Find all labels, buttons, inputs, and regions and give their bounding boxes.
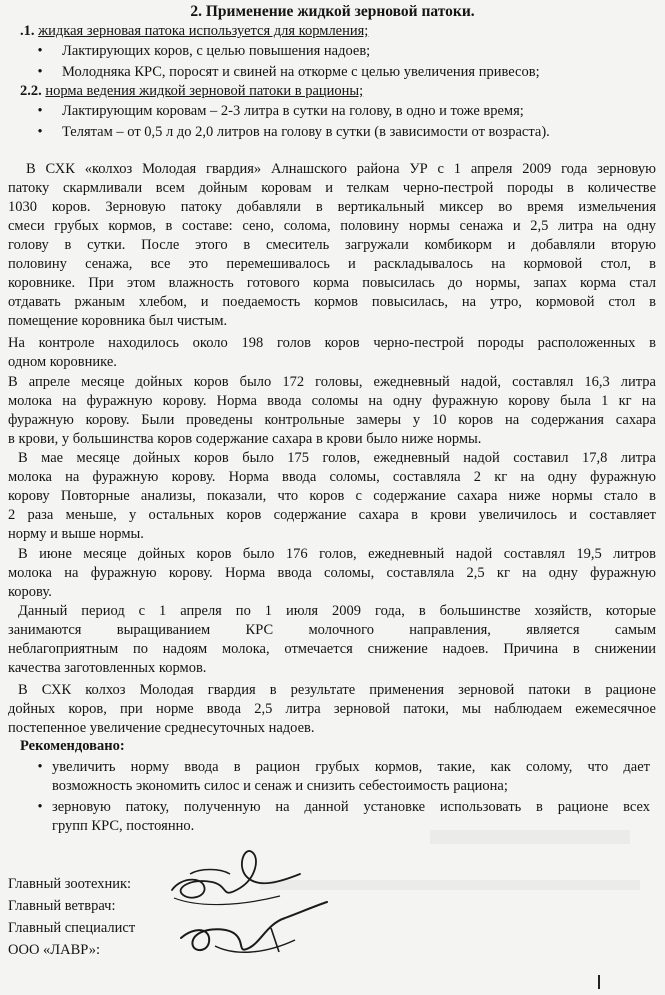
paragraph-7: В СХК колхоз Молодая гвардия в результате применения зерновой патоки в рационе дойных коров, при норме ввода 2,5 литра зерновой патоки, мы наблюдаем ежемесячное постепенное увеличение среднесуточных надоев. xyxy=(8,682,656,736)
section-1-number: .1. xyxy=(20,23,35,39)
bullet-icon: • xyxy=(37,124,43,140)
signature-label: Главный зоотехник: xyxy=(8,876,132,892)
paragraph-2: На контроле находилось около 198 голов коров черно-пестрой породы расположенных в одном коровнике. xyxy=(8,335,656,370)
paragraph-6: Данный период с 1 апреля по 1 июля 2009 года, в большинстве хозяйств, которые занимаются выращиванием КРС молочного направления, является самым неблагоприятным по надоям молока, отмечается снижение надоев. Причина в снижении качества заготовленных кормов. xyxy=(8,603,656,676)
signature-label: ООО «ЛАВР»: xyxy=(8,942,100,958)
bullet-icon: • xyxy=(37,799,43,815)
bullet-icon: • xyxy=(37,43,43,59)
handwritten-signature-2 xyxy=(175,898,335,968)
scan-artifact xyxy=(260,880,640,890)
scan-mark xyxy=(598,975,608,989)
bullet-icon: • xyxy=(37,64,43,80)
document-page: 2. Применение жидкой зерновой патоки. .1. жидкая зерновая патока используется для кормления; • Лактирующих коров, с целью повышения надоев; • Молодняка КРС, поросят и свиней на откорме с целью увеличения привесов; 2.2. норма ведения жидкой зерновой патоки в рационы; • Лактирующим коровам – 2-3 литра в сутки на голову, в одно и тоже время; • Телятам – от 0,5 л до 2,0 литров на голову в сутки (в зависимости от возраста). В СХК «колхоз Молодая гвардия» Алнашского района УР с 1 апреля 2009 года зерновую патоку скармливали всем дойным коровам и телкам черно-пестрой породы в количестве 1030 коров. Зерновую патоку добавляли в вертикальный миксер во время измельчения смеси грубых кормов, в составе: сено, солома, половину нормы сенажа и 2,5 литра на одну голову в сутки. После этого в смеситель загружали комбикорм и добавляли вторую половину сенажа, все это перемешивалось и раскладывалось на кормовой стол, в коровнике. При этом влажность готового корма повысилась до нормы, запах корма стал отдавать ржаным хлебом, и поедаемость кормов повысилась, на утро, кормовой стол в помещение коровника был чистым. На контроле находилось около 198 голов коров черно-пестрой породы расположенных в одном коровнике. В апреле месяце дойных коров было 172 головы, ежедневный надой, составлял 16,3 литра молока на фуражную корову. Норма ввода соломы на одну фуражную корову была 1 кг на фуражную корову. Были проведены контрольные замеры у 10 коров на содержания сахара в крови, у большинства коров содержание сахара в крови было ниже нормы. В мае месяце дойных коров было 175 голов, ежедневный надой составил 17,8 литра молока на фуражную корову. Норма ввода соломы, составляла 2 кг на одну фуражную корову Повторные анализы, показали, что коров с содержание сахара ниже нормы стало в 2 раза меньше, у остальных коров содержание сахара в крови увеличилось и составляет норму и выше нормы. В июне месяце дойных коров было 176 голов, ежедневный надой составлял 19,5 литров молока на фуражную корову. Норма ввода соломы, составляла 2,5 кг на одну фуражную корову. Данный период с 1 апреля по 1 июля 2009 года, в большинстве хозяйств, которые занимаются выращиванием КРС молочного направления, является самым неблагоприятным по надоям молока, отмечается снижение надоев. Причина в снижении качества заготовленных кормов. В СХК колхоз Молодая гвардия в результате применения зерновой патоки в рационе дойных коров, при норме ввода 2,5 литра зерновой патоки, мы наблюдаем ежемесячное постепенное увеличение среднесуточных надоев. Рекомендовано: • увеличить норму ввода в рацион грубых кормов, такие, как солому, что дает возможность экономить силос и сенаж и снизить себестоимость рациона; • зерновую патоку, полученную на данной установке использовать в рационе всех групп КРС, постоянно. Главный зоотехник: Главный ветврач: Главный специалист ООО «ЛАВР»: xyxy=(0,0,665,995)
scan-artifact xyxy=(430,830,630,844)
paragraph-1: В СХК «колхоз Молодая гвардия» Алнашского района УР с 1 апреля 2009 года зерновую патоку скармливали всем дойным коровам и телкам черно-пестрой породы в количестве 1030 коров. Зерновую патоку добавляли в вертикальный миксер во время измельчения смеси грубых кормов, в составе: сено, солома, половину нормы сенажа и 2,5 литра на одну голову в сутки. После этого в смеситель загружали комбикорм и добавляли вторую половину сенажа, все это перемешивалось и раскладывалось на кормовой стол, в коровнике. При этом влажность готового корма повысилась до нормы, запах корма стал отдавать ржаным хлебом, и поедаемость кормов повысилась, на утро, кормовой стол в помещение коровника был чистым. xyxy=(8,161,656,329)
section-2-heading-text: норма ведения жидкой зерновой патоки в рационы; xyxy=(45,83,364,99)
signature-label: Главный ветврач: xyxy=(8,898,116,914)
section-2-heading xyxy=(20,82,363,101)
bullet-icon: • xyxy=(37,103,43,119)
section-1-heading-text: жидкая зерновая патока используется для кормления; xyxy=(38,23,369,39)
section-1-heading xyxy=(20,22,368,41)
paragraph-4: В мае месяце дойных коров было 175 голов, ежедневный надой составил 17,8 литра молока на фуражную корову. Норма ввода соломы, составляла 2 кг на одну фуражную корову Повторные анализы, показали, что коров с содержание сахара ниже нормы стало в 2 раза меньше, у остальных коров содержание сахара в крови увеличилось и составляет норму и выше нормы. xyxy=(8,450,656,542)
bullet-icon: • xyxy=(37,759,43,775)
paragraph-5: В июне месяце дойных коров было 176 голов, ежедневный надой составлял 19,5 литров молока на фуражную корову. Норма ввода соломы, составляла 2,5 кг на одну фуражную корову. xyxy=(8,546,656,600)
recommended-heading: Рекомендовано: xyxy=(20,738,125,754)
section-2-number: 2.2. xyxy=(20,83,42,99)
signature-block xyxy=(8,873,135,961)
paragraph-3: В апреле месяце дойных коров было 172 головы, ежедневный надой, составлял 16,3 литра молока на фуражную корову. Норма ввода соломы на одну фуражную корову была 1 кг на фуражную корову. Были проведены контрольные замеры у 10 коров на содержания сахара в крови, у большинства коров содержание сахара в крови было ниже нормы. xyxy=(8,374,656,447)
signature-label: Главный специалист xyxy=(8,920,136,936)
document-title: 2. Применение жидкой зерновой патоки. xyxy=(190,3,475,20)
